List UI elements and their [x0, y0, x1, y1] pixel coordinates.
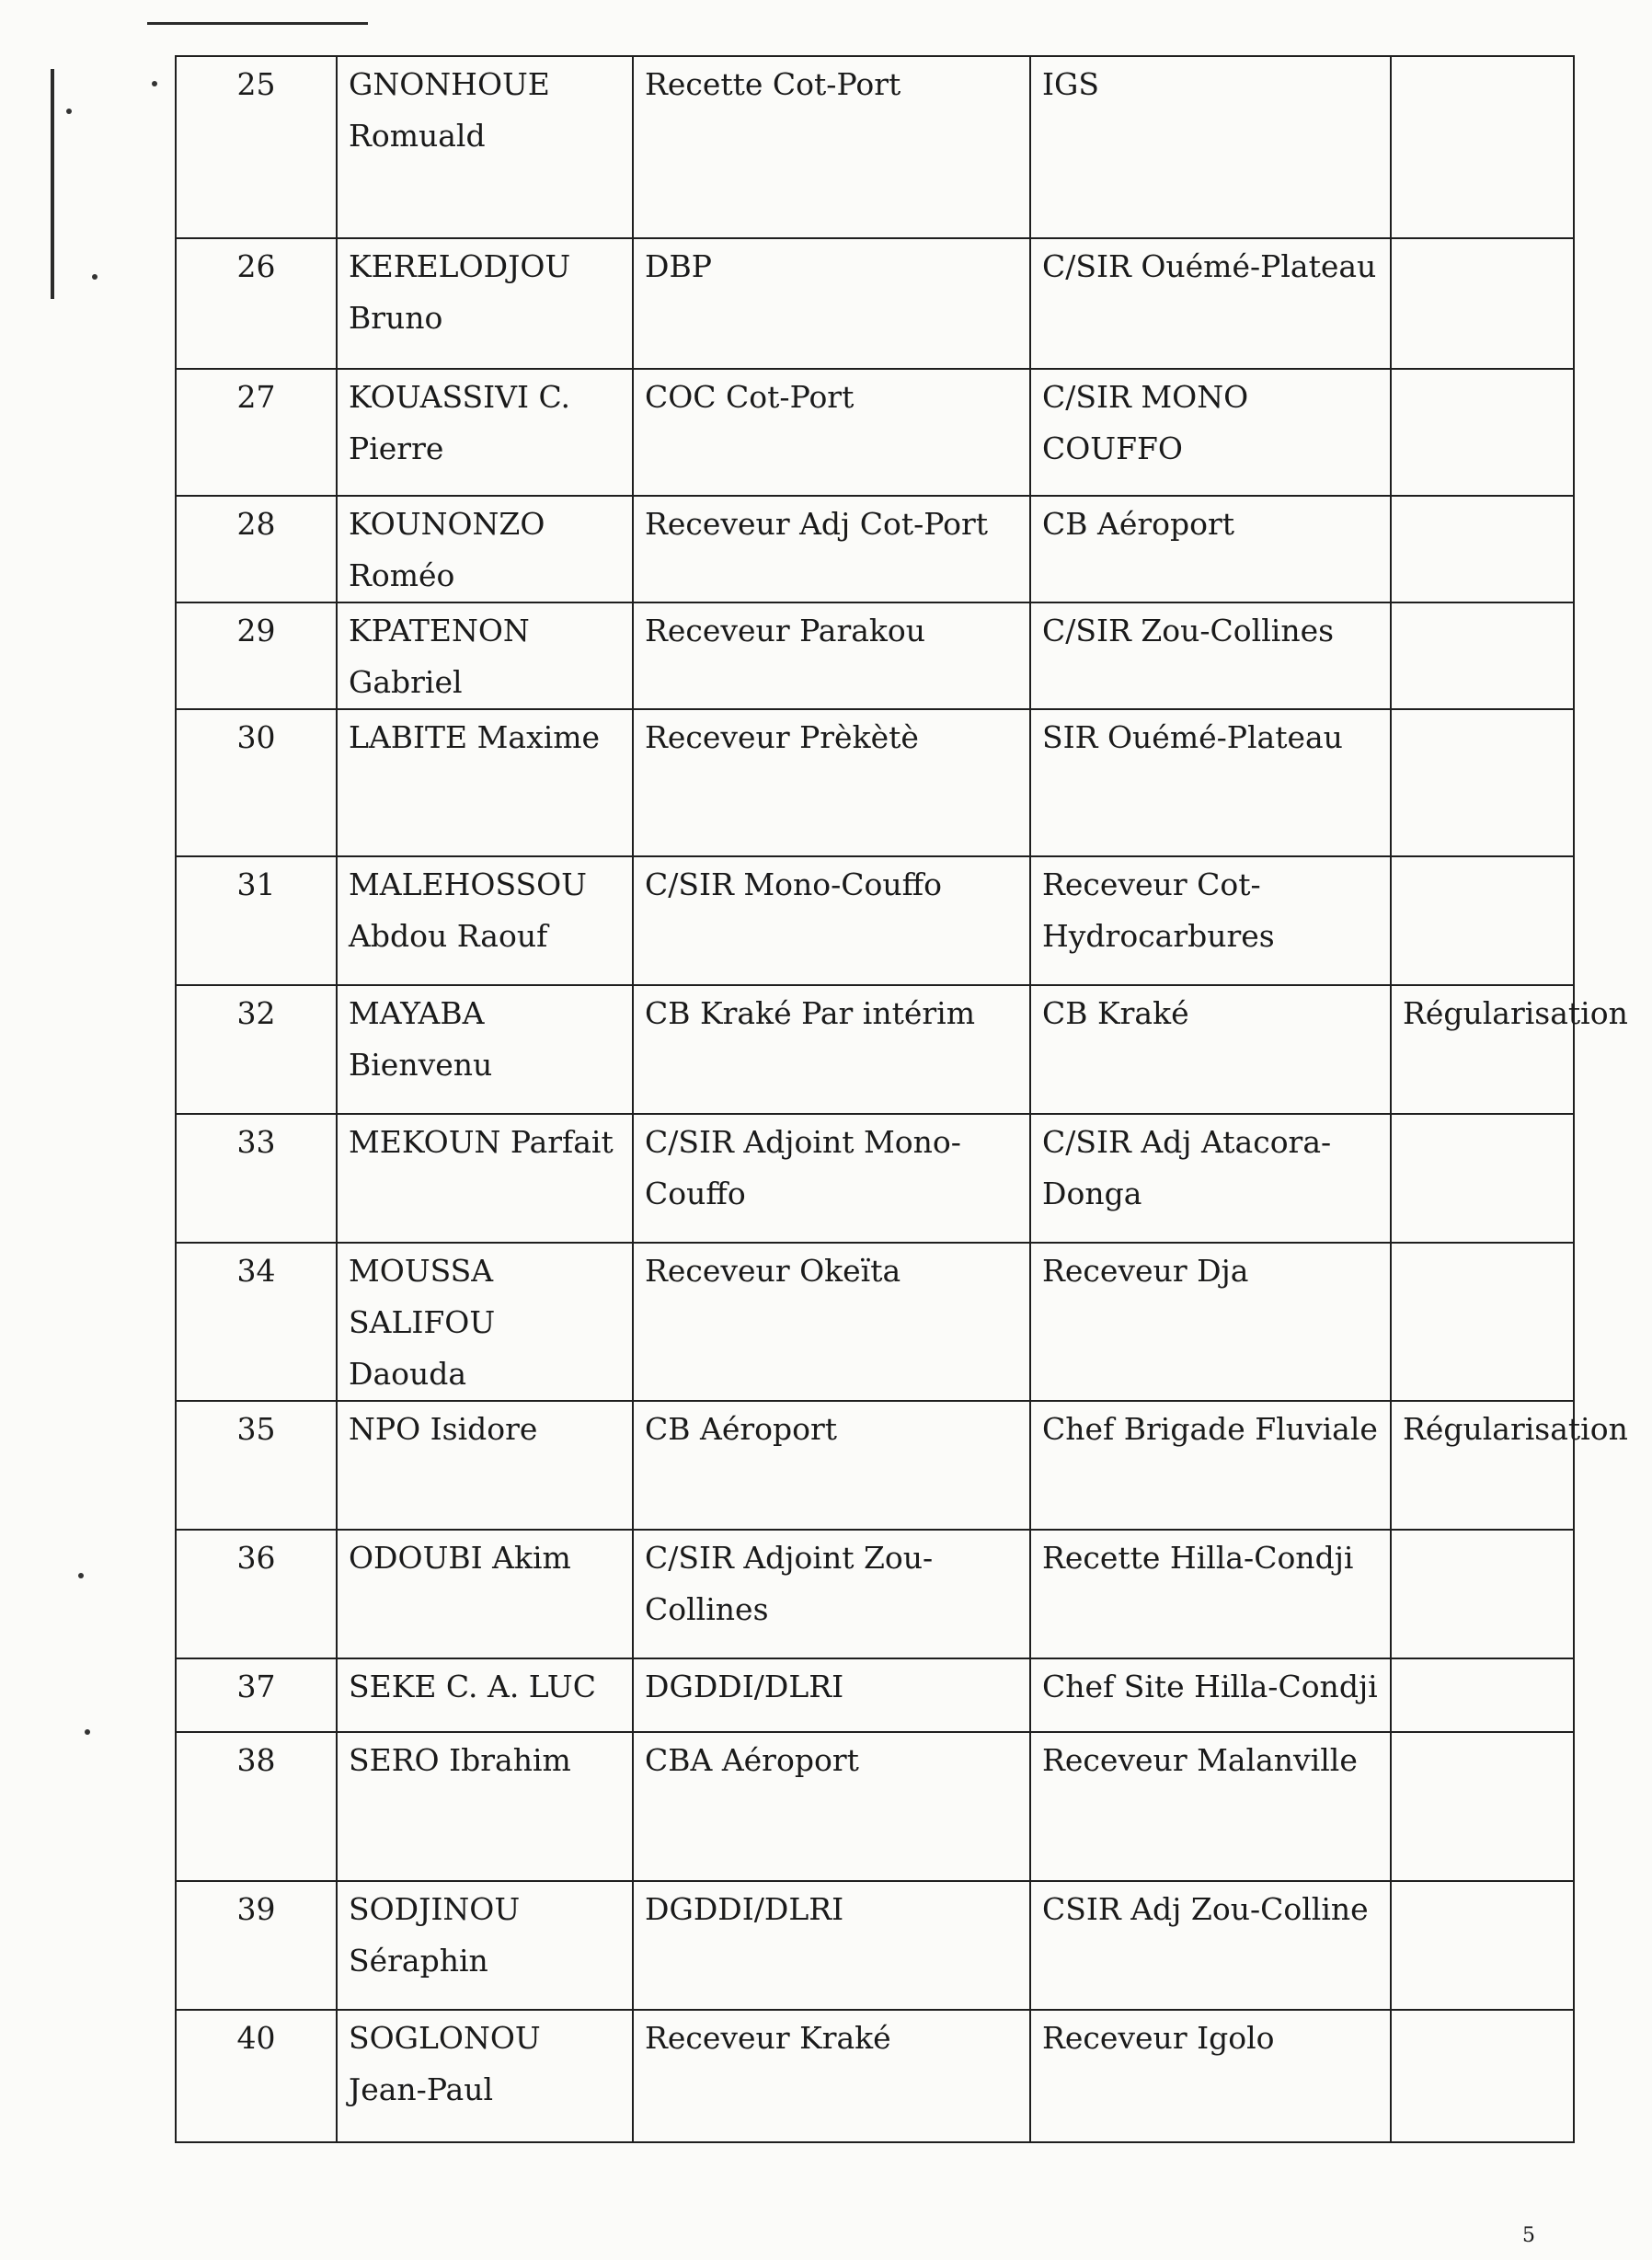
former-post: DGDDI/DLRI	[633, 1881, 1030, 2010]
former-post: C/SIR Adjoint Zou-Collines	[633, 1530, 1030, 1658]
table-row	[176, 2010, 1574, 2142]
new-post: IGS	[1030, 56, 1391, 238]
observation	[1391, 1114, 1574, 1243]
observation	[1391, 2010, 1574, 2142]
table-row	[176, 602, 1574, 709]
new-post: CSIR Adj Zou-Colline	[1030, 1881, 1391, 2010]
observation: Régularisation	[1391, 985, 1574, 1114]
agent-name: MAYABA Bienvenu	[337, 985, 633, 1114]
table-row	[176, 369, 1574, 496]
former-post: Receveur Okeïta	[633, 1243, 1030, 1401]
table-row	[176, 238, 1574, 369]
new-post: Recette Hilla-Condji	[1030, 1530, 1391, 1658]
observation	[1391, 856, 1574, 985]
former-post: Recette Cot-Port	[633, 56, 1030, 238]
scan-dot	[66, 109, 72, 114]
observation	[1391, 1881, 1574, 2010]
scan-edge-line	[147, 22, 368, 25]
row-number: 38	[176, 1732, 337, 1881]
observation	[1391, 238, 1574, 369]
new-post: C/SIR Adj Atacora-Donga	[1030, 1114, 1391, 1243]
table-row	[176, 1530, 1574, 1658]
table-row	[176, 1114, 1574, 1243]
scan-dot	[85, 1729, 90, 1735]
agent-name: MALEHOSSOU Abdou Raouf	[337, 856, 633, 985]
table-row	[176, 1658, 1574, 1732]
row-number: 30	[176, 709, 337, 856]
new-post: Receveur Cot-Hydrocarbures	[1030, 856, 1391, 985]
observation	[1391, 709, 1574, 856]
agent-name: LABITE Maxime	[337, 709, 633, 856]
new-post: Chef Site Hilla-Condji	[1030, 1658, 1391, 1732]
new-post: Chef Brigade Fluviale	[1030, 1401, 1391, 1530]
observation	[1391, 1530, 1574, 1658]
former-post: Receveur Kraké	[633, 2010, 1030, 2142]
table-row	[176, 1243, 1574, 1401]
row-number: 32	[176, 985, 337, 1114]
agent-name: SODJINOU Séraphin	[337, 1881, 633, 2010]
table-body	[176, 56, 1628, 2142]
new-post: C/SIR Ouémé-Plateau	[1030, 238, 1391, 369]
former-post: CB Kraké Par intérim	[633, 985, 1030, 1114]
observation	[1391, 1658, 1574, 1732]
page-number: 5	[1522, 2224, 1535, 2247]
agent-name: GNONHOUE Romuald	[337, 56, 633, 238]
agent-name: KERELODJOU Bruno	[337, 238, 633, 369]
observation	[1391, 496, 1574, 602]
row-number: 39	[176, 1881, 337, 2010]
observation	[1391, 602, 1574, 709]
former-post: C/SIR Adjoint Mono-Couffo	[633, 1114, 1030, 1243]
former-post: CB Aéroport	[633, 1401, 1030, 1530]
former-post: CBA Aéroport	[633, 1732, 1030, 1881]
former-post: DBP	[633, 238, 1030, 369]
observation	[1391, 369, 1574, 496]
table-row	[176, 496, 1574, 602]
former-post: COC Cot-Port	[633, 369, 1030, 496]
new-post: Receveur Dja	[1030, 1243, 1391, 1401]
row-number: 40	[176, 2010, 337, 2142]
row-number: 28	[176, 496, 337, 602]
former-post: Receveur Prèkètè	[633, 709, 1030, 856]
former-post: Receveur Adj Cot-Port	[633, 496, 1030, 602]
former-post: C/SIR Mono-Couffo	[633, 856, 1030, 985]
row-number: 34	[176, 1243, 337, 1401]
agent-name: MOUSSA SALIFOU Daouda	[337, 1243, 633, 1401]
former-post: DGDDI/DLRI	[633, 1658, 1030, 1732]
row-number: 37	[176, 1658, 337, 1732]
agent-name: KOUNONZO Roméo	[337, 496, 633, 602]
agent-name: ODOUBI Akim	[337, 1530, 633, 1658]
margin-mark	[51, 69, 54, 299]
row-number: 35	[176, 1401, 337, 1530]
row-number: 31	[176, 856, 337, 985]
former-post: Receveur Parakou	[633, 602, 1030, 709]
scan-dot	[92, 274, 98, 280]
agent-name: KPATENON Gabriel	[337, 602, 633, 709]
new-post: SIR Ouémé-Plateau	[1030, 709, 1391, 856]
assignment-table-wrapper	[175, 55, 1628, 2107]
row-number: 33	[176, 1114, 337, 1243]
table-row	[176, 709, 1574, 856]
agent-name: SOGLONOU Jean-Paul	[337, 2010, 633, 2142]
agent-name: NPO Isidore	[337, 1401, 633, 1530]
table-row	[176, 856, 1574, 985]
new-post: Receveur Igolo	[1030, 2010, 1391, 2142]
scan-dot	[78, 1573, 84, 1578]
table-row	[176, 1732, 1574, 1881]
table-row	[176, 1401, 1574, 1530]
observation	[1391, 1243, 1574, 1401]
row-number: 26	[176, 238, 337, 369]
table-row	[176, 985, 1574, 1114]
new-post: CB Aéroport	[1030, 496, 1391, 602]
agent-name: SEKE C. A. LUC	[337, 1658, 633, 1732]
table-row	[176, 56, 1574, 238]
row-number: 25	[176, 56, 337, 238]
table-row	[176, 1881, 1574, 2010]
agent-name: SERO Ibrahim	[337, 1732, 633, 1881]
row-number: 36	[176, 1530, 337, 1658]
observation	[1391, 56, 1574, 238]
agent-name: KOUASSIVI C. Pierre	[337, 369, 633, 496]
row-number: 29	[176, 602, 337, 709]
new-post: Receveur Malanville	[1030, 1732, 1391, 1881]
new-post: C/SIR MONO COUFFO	[1030, 369, 1391, 496]
new-post: CB Kraké	[1030, 985, 1391, 1114]
new-post: C/SIR Zou-Collines	[1030, 602, 1391, 709]
assignment-table	[175, 55, 1628, 2143]
agent-name: MEKOUN Parfait	[337, 1114, 633, 1243]
scan-dot	[152, 81, 157, 86]
observation	[1391, 1732, 1574, 1881]
row-number: 27	[176, 369, 337, 496]
observation: Régularisation	[1391, 1401, 1574, 1530]
